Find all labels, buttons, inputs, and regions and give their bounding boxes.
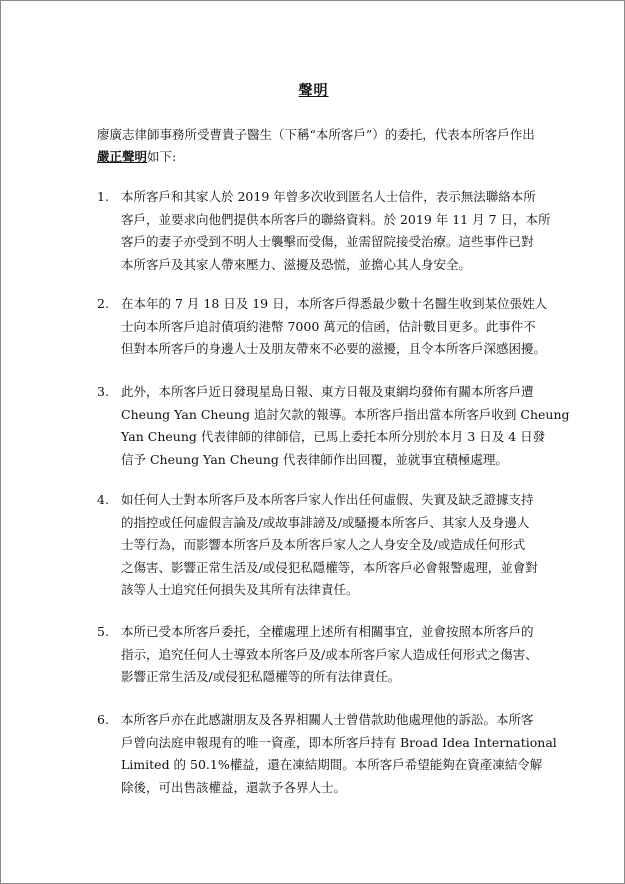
item-line: 客戶的妻子亦受到不明人士襲擊而受傷，並需留院接受治療。這些事件已對 [121,234,534,249]
intro-tail: 如下: [147,149,177,164]
item-line: 除後，可出售該權益，還款予各界人士。 [121,779,347,795]
list-item-3 [97,381,570,471]
item-text [121,621,541,689]
list-item-1 [97,186,551,276]
item-line: Cheung Yan Cheung 追討欠款的報導。本所客戶指出當本所客戶收到 Cheung [121,406,570,422]
item-line: 本所客戶和其家人於 2019 年曾多次收到匿名人士信件，表示無法聯絡本所 [121,189,536,204]
intro-paragraph [97,124,537,168]
item-line: 戶曾向法庭申報現有的唯一資產，即本所客戶持有 Broad Idea International [121,734,557,750]
item-line: 如任何人士對本所客戶及本所客戶家人作出任何虛假、失實及缺乏證據支持 [121,492,534,507]
item-line: 本所已受本所客戶委托，全權處理上述所有相關事宜，並會按照本所客戶的 [121,624,534,639]
intro-emphasis: 嚴正聲明 [97,149,148,164]
item-line: 影響正常生活及/或侵犯私隱權等的所有法律責任。 [121,669,401,684]
item-text [121,293,548,361]
item-line: 之傷害、影響正常生活及/或侵犯私隱權等，本所客戶必會報警處理，並會對 [121,559,538,575]
item-number: 1. [97,189,109,204]
list-item-4 [97,489,541,602]
item-number: 4. [97,492,109,507]
list-item-6 [97,709,557,799]
item-line: 本所客戶亦在此感謝朋友及各界相關人士曾借款助他處理他的訴訟。本所客 [121,712,534,727]
list-item-2 [97,293,548,361]
item-line: 但對本所客戶的身邊人士及朋友帶來不必要的滋擾，且令本所客戶深感困擾。 [121,341,547,356]
item-line: 士向本所客戶追討債項約港幣 7000 萬元的信函，估計數目更多。此事件不 [121,318,536,334]
item-line: Limited 的 50.1%權益，還在凍結期間。本所客戶希望能夠在資產凍結令解 [121,757,543,772]
intro-line: 廖廣志律師事務所受曹貴子醫生（下稱“本所客戶”）的委托，代表本所客戶作出 [97,127,535,142]
item-line: 此外，本所客戶近日發現星島日報、東方日報及東網均發佈有關本所客戶遭 [121,384,534,399]
item-line: 士等行為，而影響本所客戶及本所客戶家人之人身安全及/或造成任何形式 [121,537,526,552]
item-text [121,186,551,276]
item-number: 3. [97,384,109,399]
item-text [121,489,541,602]
item-line: 該等人士追究任何損失及其所有法律責任。 [121,582,359,597]
item-text [121,381,570,471]
item-number: 5. [97,624,109,639]
item-line: 信予 Cheung Yan Cheung 代表律師作出回覆，並就事宜積極處理。 [121,451,508,467]
item-line: Yan Cheung 代表律師的律師信，已馬上委托本所分別於本月 3 日及 4 日發 [121,429,546,444]
list-item-5 [97,621,541,689]
item-line: 客戶，並要求向他們提供本所客戶的聯絡資料。於 2019 年 11 月 7 日，本所 [121,211,551,227]
document-title: 聲明 [298,83,329,99]
item-number: 2. [97,296,109,311]
intro-line-2 [97,146,537,168]
item-line: 指示，追究任何人士導致本所客戶及/或本所客戶家人造成任何形式之傷害、 [121,646,538,662]
item-line: 在本年的 7 月 18 日及 19 日，本所客戶得悉最少數十名醫生收到某位張姓人 [121,296,548,311]
item-text [121,709,557,799]
item-line: 的指控或任何虛假言論及/或故事誹謗及/或騷擾本所客戶、其家人及身邊人 [121,514,530,530]
item-line: 本所客戶及其家人帶來壓力、滋擾及恐慌，並擔心其人身安全。 [121,256,472,272]
item-number: 6. [97,712,109,727]
